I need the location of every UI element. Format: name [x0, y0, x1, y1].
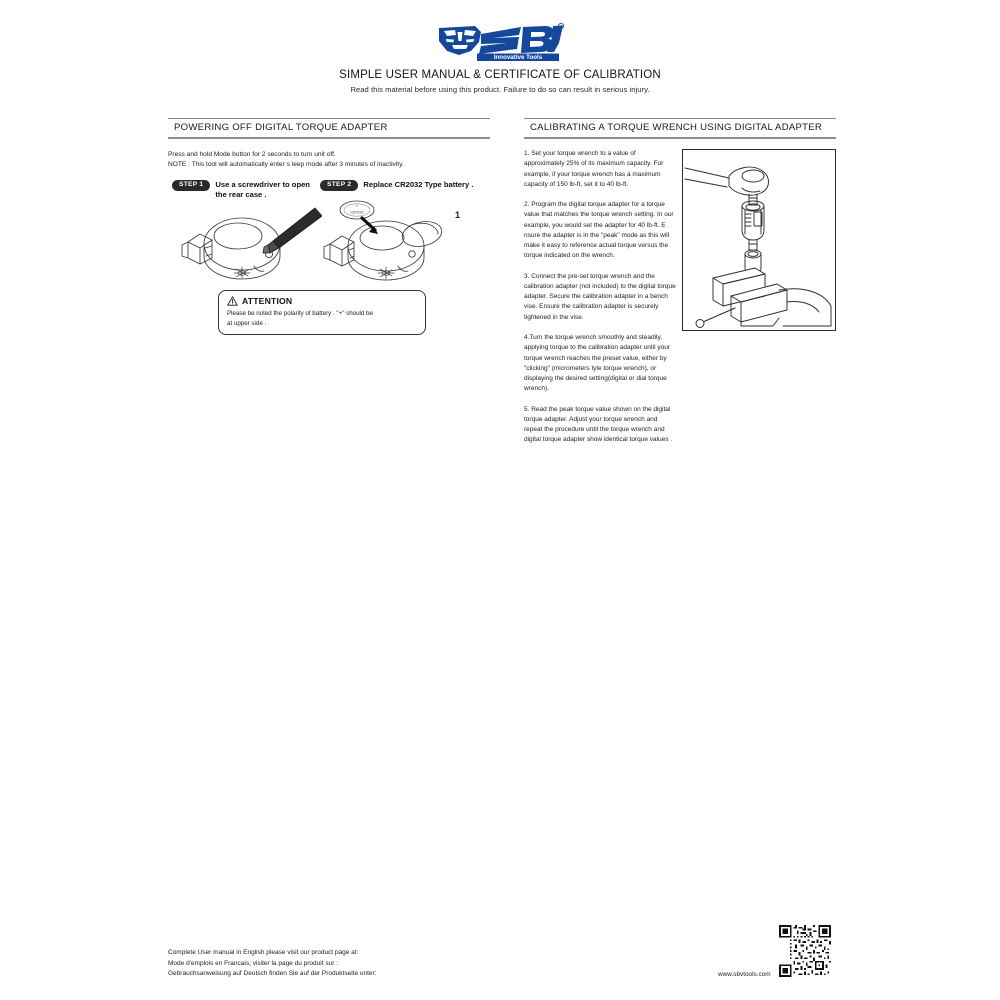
footer-line-english: Complete User manual in English please visit our product page at:	[168, 949, 359, 956]
footer-line-french: Mode d'emplois en Francais, visiter la page du produit sur :	[168, 959, 338, 967]
screwdriver-icon	[263, 208, 322, 253]
intro-line-1: Press and hold Mode button for 2 seconds to turn unit off.	[168, 151, 336, 158]
adapter-screwdriver-drawing	[172, 196, 322, 288]
attention-box	[218, 290, 426, 335]
steps-row	[168, 180, 498, 290]
footer-line-german: Gebrauchsanweisung auf Deutsch finden Sie auf der Produktseite unter:	[168, 970, 377, 978]
step-1-block	[172, 180, 332, 200]
torque-wrench-adapter-vise-drawing	[683, 150, 835, 330]
sbv-wordmark	[479, 26, 563, 54]
step-2-label: Replace CR2032 Type battery .	[363, 180, 474, 189]
calibration-step-1: 1. Set your torque wrench to a value of approximately 25% of its maximum capacity. For example, if your torque wrench has a maximum capacity of 150 lb-ft, set it to 40 lb-ft.	[524, 150, 664, 188]
qr-code-graphic	[779, 925, 831, 977]
footer-links-text	[168, 948, 377, 980]
step-1-badge: STEP 1	[172, 180, 210, 191]
step-2-header	[320, 180, 500, 191]
calibration-step-5: 5. Read the peak torque value shown on the digital torque adapter. Adjust your torque wrench and repeat the procedure until the torque wrench and digital torque adapter show identical torque values .	[524, 405, 673, 444]
attention-line-2: at upper side .	[227, 319, 267, 327]
document-subtitle: Read this material before using this product. Failure to do so can result in serious injury.	[350, 85, 650, 94]
intro-line-2: NOTE : This tool will automatically enter s leep mode after 3 minutes of inactivity.	[168, 161, 404, 169]
step-1-label-line-2: the rear case .	[215, 189, 267, 199]
left-column	[168, 118, 490, 170]
attention-title: ATTENTION	[242, 296, 293, 306]
powering-off-intro	[168, 150, 490, 170]
calibration-steps-list	[524, 149, 676, 446]
logo-tagline-text: Innovative Tools	[493, 54, 543, 62]
masthead	[0, 22, 1000, 94]
step-2-badge: STEP 2	[320, 180, 358, 191]
sbv-logo-graphic	[435, 22, 565, 62]
step-2-illustration	[320, 196, 468, 288]
step-2-block	[320, 180, 500, 220]
left-section-header: POWERING OFF DIGITAL TORQUE ADAPTER	[168, 118, 490, 139]
calibration-step-2: 2. Program the digital torque adapter for a torque value that matches the torque wrench setting. In our example, you would set the adapter for 40 lb-ft. E nsure the adapter is in the "peak" mode as this will make it easy to reference actual torque versus the torque indicated on the wrench.	[524, 201, 674, 260]
calibration-step-3: 3. Connect the pre-set torque wrench and the calibration adapter (not included) to the digital torque adapter. Secure the calibration adapter in a bench vise. Ensure the calibration adapter is securely tightened in the vise.	[524, 272, 676, 321]
callout-number-1: 1	[455, 210, 461, 220]
right-section-header: CALIBRATING A TORQUE WRENCH USING DIGITAL ADAPTER	[524, 118, 836, 139]
attention-line-1: Please be noted the polarity of battery . "+" should be	[227, 310, 373, 317]
warning-triangle-icon	[227, 296, 238, 306]
battery-replacement-drawing	[320, 196, 468, 288]
calibration-figure	[682, 149, 836, 331]
calibration-step-4: 4.Turn the torque wrench smoothly and steadily, applying torque to the calibration adapter until your torque wrench reaches the preset value, either by "clicking" (micrometers tyle torque wrench), or displaying the desired setting(digital or dial torque wrench).	[524, 333, 670, 393]
attention-title-row	[227, 296, 417, 306]
step-1-label-line-1: Use a screwdriver to open	[215, 180, 310, 189]
attention-text	[227, 309, 417, 328]
footer-website-url[interactable]: www.sbvtools.com	[718, 971, 771, 978]
insert-arrow-icon	[362, 218, 378, 234]
battery-type-label: CR2032	[350, 210, 364, 215]
right-column-body	[524, 149, 836, 446]
step-1-illustration	[172, 196, 322, 288]
qr-code[interactable]	[779, 925, 831, 977]
svg-text:R: R	[559, 24, 563, 29]
cr2032-battery-icon	[340, 201, 374, 219]
battery-plus-label: +	[355, 203, 359, 209]
sbv-logo	[435, 22, 565, 62]
right-column	[524, 118, 836, 446]
document-title: SIMPLE USER MANUAL & CERTIFICATE OF CALIBRATION	[339, 69, 661, 81]
